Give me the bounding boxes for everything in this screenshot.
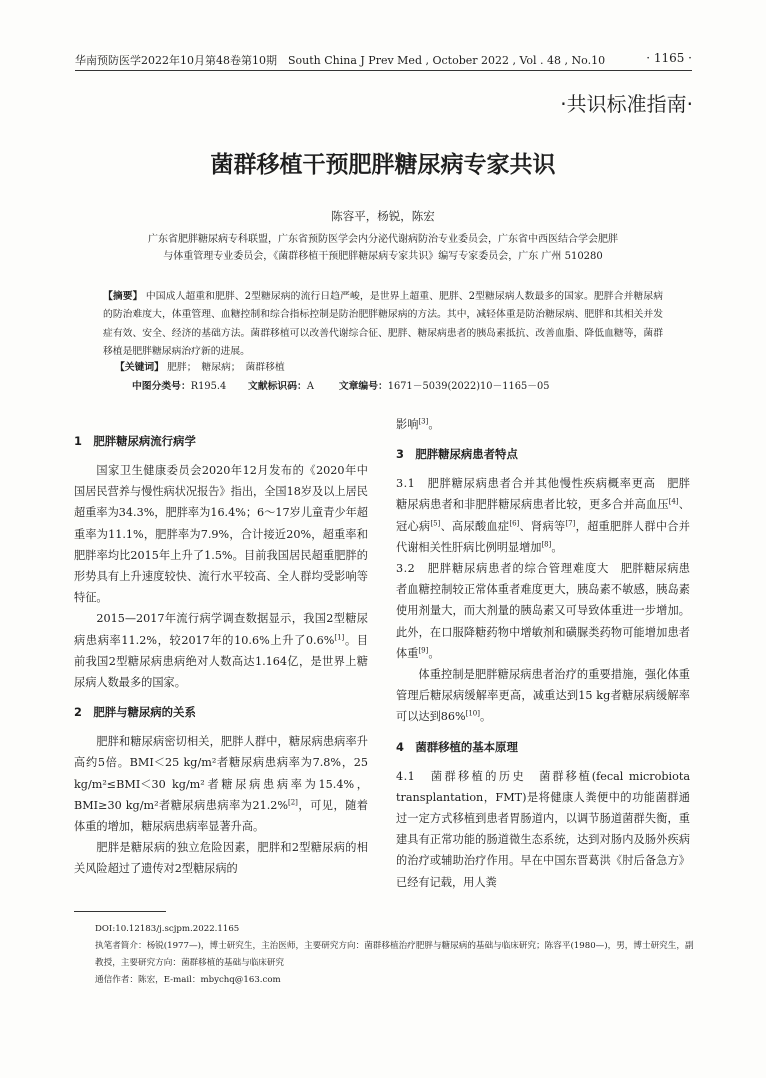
journal-citation: 华南预防医学2022年10月第48卷第10期 South China J Prev Med , October 2022 , Vol . 48 , No.10 [75,54,606,67]
section-1-paragraph-2: 2015—2017年流行病学调查数据显示，我国2型糖尿病患病率11.2%，较2017年的10.6%上升了0.6%[1]。目前我国2型糖尿病患病绝对人数高达1.164亿，是世界上糖尿病人数最多的国家。 [74,612,368,690]
citation-ref: [3] [418,417,429,426]
footnotes [95,921,694,989]
right-column [396,414,690,893]
article-id-label: 文章编号： [338,381,388,392]
doc-code-label: 文献标识码： [248,381,307,392]
footnote-rule [74,911,166,912]
continued-text: 影响[3]。 [396,417,440,431]
classification [132,378,550,392]
page-number: · 1165 · [646,51,692,65]
section-1-heading: 1 肥胖糖尿病流行病学 [74,434,196,448]
running-header [75,50,692,71]
abstract-text: 中国成人超重和肥胖、2型糖尿病的流行日趋严峻，是世界上超重、肥胖、2型糖尿病人数最多的国家。肥胖合并糖尿病的防治难度大，体重管理、血糖控制和综合指标控制是防治肥胖糖尿病的方法。其中，减轻体重是防治糖尿病、肥胖和其相关并发症有效、安全、经济的基础方法。菌群移植可以改善代谢综合征、肥胖、糖尿病患者的胰岛素抵抗、改善血脂、降低血糖等，菌群移植是肥胖糖尿病治疗新的进展。 [103,291,664,357]
section-3-1-paragraph: 3.1 肥胖糖尿病患者合并其他慢性疾病概率更高 肥胖糖尿病患者和非肥胖糖尿病患者比较，更多合并高血压[4]、冠心病[5]、高尿酸血症[6]、肾病等[7]，超重肥胖人群中合并代谢相关性肝病比例明显增加[8]。 [396,477,690,554]
doi-footnote: DOI:10.12183/j.scjpm.2022.1165 [95,924,240,934]
affiliation-line-2: 与体重管理专业委员会，《菌群移植干预肥胖糖尿病专家共识》编写专家委员会，广东 广州 510280 [163,251,603,262]
section-4-heading: 4 菌群移植的基本原理 [396,739,518,754]
authors: 陈容平，杨锐，陈宏 [331,209,435,223]
clc-label: 中图分类号： [132,381,191,392]
article-id-value: 1671－5039(2022)10－1165－05 [387,381,550,392]
article-title: 菌群移植干预肥胖糖尿病专家共识 [210,152,556,178]
keywords [115,359,285,373]
citation-ref: [2] [288,798,298,807]
affiliation [110,231,656,265]
subsection-3-2-heading: 3.2 肥胖糖尿病患者的综合管理难度大 [396,562,610,576]
section-2-heading: 2 肥胖与糖尿病的关系 [74,705,196,720]
keywords-label: 【关键词】 [115,362,164,373]
author-info-footnote: 执笔者简介：杨锐(1977—)，博士研究生，主治医师，主要研究方向：菌群移植治疗肥胖与糖尿病的基础与临床研究；陈容平(1980—)，男，博士研究生，副教授，主要研究方向：菌群移植的基础与临床研究 [95,941,694,968]
section-1-paragraph-1: 国家卫生健康委员会2020年12月发布的《2020年中国居民营养与慢性病状况报告》指出，全国18岁及以上居民超重率为34.3%，肥胖率为16.4%；6～17岁儿童青少年超重率为11.1%，肥胖率为7.9%，合计接近20%，超重率和肥胖率均比2015年上升了1.5%。目前我国居民超重肥胖的形势具有上升速度较快、流行水平较高、全人群均受影响等特征。 [74,464,368,605]
abstract [103,288,663,361]
left-column [74,422,368,880]
section-3-2-paragraph-2: 体重控制是肥胖糖尿病患者治疗的重要措施，强化体重管理后糖尿病缓解率更高，减重达到15 kg者糖尿病缓解率可以达到86%[10]。 [396,668,690,724]
affiliation-line-1: 广东省肥胖糖尿病专科联盟，广东省预防医学会内分泌代谢病防治专业委员会，广东省中西医结合学会肥胖 [148,234,618,245]
keywords-text: 肥胖； 糖尿病； 菌群移植 [167,362,285,373]
abstract-label: 【摘要】 [103,291,143,302]
citation-ref: [1] [334,632,345,641]
section-2-paragraph-2: 肥胖是糖尿病的独立危险因素，肥胖和2型糖尿病的相关风险超过了遗传对2型糖尿病的 [74,841,368,876]
subsection-4-1-heading: 4.1 菌群移植的历史 [396,769,527,783]
section-2-paragraph-1: 肥胖和糖尿病密切相关，肥胖人群中，糖尿病患病率升高约5倍。BMI＜25 kg/m²者糖尿病患病率为7.8%，25 kg/m²≤BMI＜30 kg/m²者糖尿病患病率为15.4%，BMI≥30 kg/m²者糖尿病患病率为21.2%[2]，可见，随着体重的增加，糖尿病患病率显著升高。 [74,735,368,834]
section-3-heading: 3 肥胖糖尿病患者特点 [396,447,518,462]
column-type: ·共识标准指南· [560,92,693,116]
doc-code-value: A [306,381,314,392]
section-4-1-paragraph: 4.1 菌群移植的历史 菌群移植(fecal microbiota transplantation，FMT)是将健康人粪便中的功能菌群通过一定方式移植到患者胃肠道内，以调节肠道菌群失衡，重建具有正常功能的肠道微生态系统，达到对肠内及肠外疾病的治疗或辅助治疗作用。早在中国东晋葛洪《肘后备急方》已经有记载，用人粪 [396,769,691,889]
subsection-3-1-heading: 3.1 肥胖糖尿病患者合并其他慢性疾病概率更高 [396,477,656,491]
clc-value: R195.4 [190,381,227,392]
contact-footnote: 通信作者：陈宏，E-mail：mbychq@163.com [95,975,281,985]
section-3-2-paragraph: 3.2 肥胖糖尿病患者的综合管理难度大 肥胖糖尿病患者血糖控制较正常体重者难度更大，胰岛素不敏感，胰岛素使用剂量大，而大剂量的胰岛素又可导致体重进一步增加。此外，在口服降糖药物中增敏剂和磺脲类药物可能增加患者体重[9]。 [396,562,690,660]
